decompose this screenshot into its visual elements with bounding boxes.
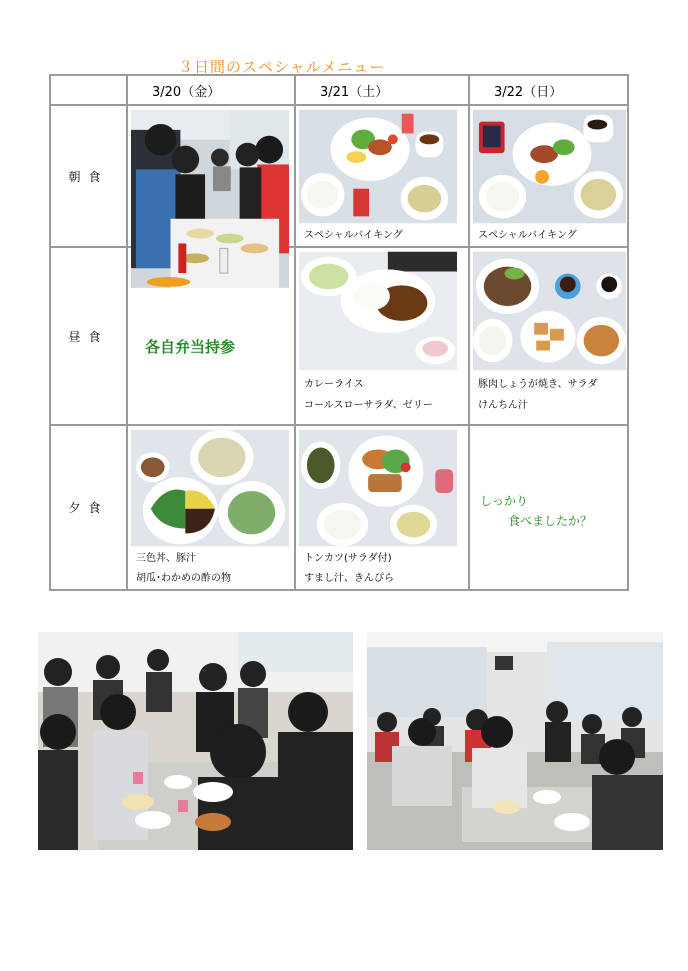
dinner-0321-caption-2: すまし汁、きんぴら [304, 573, 394, 584]
dinner-0322-text-1: しっかり [480, 494, 529, 508]
lunch-0322-caption-2: けんちん汁 [478, 400, 528, 411]
column-header: 3/20（金） [127, 75, 295, 105]
column-header: 3/21（土） [295, 75, 469, 105]
cell-breakfast-0321 [295, 105, 469, 247]
cell-breakfast-0322 [469, 105, 628, 247]
breakfast-0322-caption: スペシャルバイキング [478, 230, 577, 241]
lunch-0321-caption-2: コールスローサラダ、ゼリー [304, 400, 433, 411]
row-label-dinner: 夕食 [50, 425, 127, 590]
breakfast-0322-photo [473, 109, 626, 224]
dining-hall-photo-left [38, 632, 353, 850]
breakfast-row [50, 105, 628, 247]
dinner-0320-caption-2: 胡瓜･わかめの酢の物 [136, 573, 231, 584]
cell-lunch-0320 [127, 247, 295, 425]
dinner-0320-photo [131, 429, 289, 547]
row-label-breakfast: 朝食 [50, 105, 127, 247]
header-row [50, 75, 628, 105]
cell-dinner-0322 [469, 425, 628, 590]
lunch-0322-caption-1: 豚肉しょうが焼き、サラダ [478, 379, 598, 390]
dinner-0322-text-2: 食べましたか？ [508, 514, 593, 528]
breakfast-0321-photo [299, 109, 457, 224]
cell-dinner-0320 [127, 425, 295, 590]
column-header: 3/22（日） [469, 75, 628, 105]
dinner-row [50, 425, 628, 590]
page-title: ３日間のスペシャルメニュー [178, 58, 386, 76]
cell-lunch-0322 [469, 247, 628, 425]
lunch-0321-photo [299, 251, 457, 371]
dinner-0321-photo [299, 429, 457, 547]
menu-table [49, 74, 629, 591]
dining-hall-photo-right [367, 632, 663, 850]
lunch-0322-photo [473, 251, 626, 371]
cell-dinner-0321 [295, 425, 469, 590]
lunch-row [50, 247, 628, 425]
lunch-0321-caption-1: カレーライス [304, 379, 364, 390]
breakfast-0321-caption: スペシャルバイキング [304, 230, 403, 241]
corner-cell [50, 75, 127, 105]
dinner-0320-caption-1: 三色丼、豚汁 [136, 553, 196, 564]
lunch-0320-text: 各自弁当持参 [145, 338, 236, 356]
cell-lunch-0321 [295, 247, 469, 425]
cell-breakfast-0320 [127, 105, 295, 247]
dinner-0321-caption-1: トンカツ(サラダ付) [304, 553, 392, 564]
row-label-lunch: 昼食 [50, 247, 127, 425]
